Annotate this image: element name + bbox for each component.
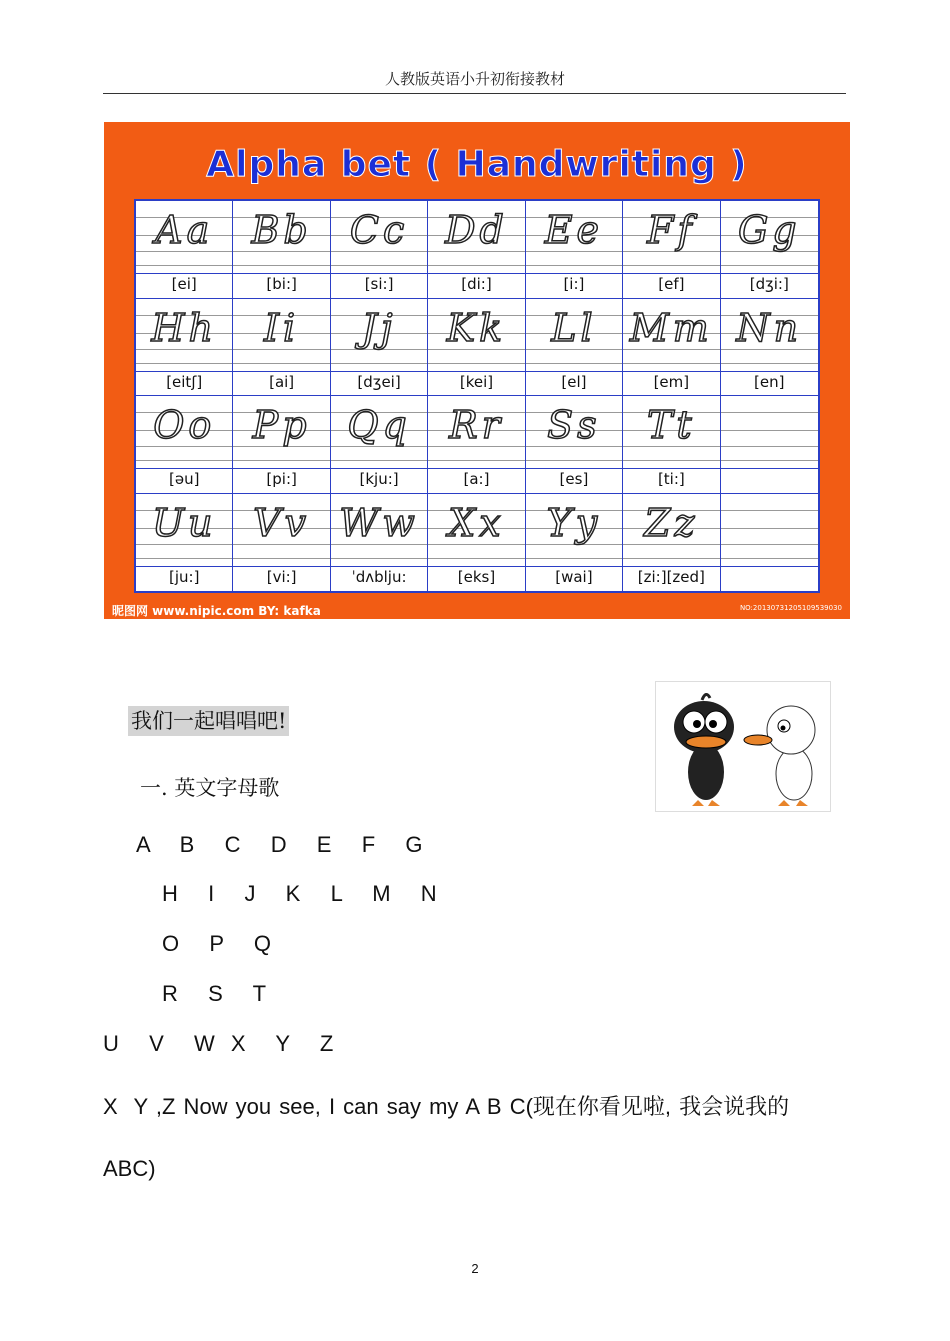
alphabet-cell <box>721 299 818 397</box>
letter-pair: Tt <box>647 403 696 447</box>
phonetic-label: [el] <box>561 372 587 391</box>
phonetic-label: [pi:] <box>266 470 297 488</box>
letter-pair: Yy <box>546 500 602 545</box>
letter-pair: Mm <box>629 305 713 350</box>
song-line-6: X Y ,Z Now you see, I can say my A B C(现在你看见啦, 我会说我的 <box>103 1094 790 1119</box>
phonetic-label: [es] <box>559 470 589 488</box>
alphabet-cell <box>526 494 623 592</box>
alphabet-cell <box>136 299 233 397</box>
handwriting-lines <box>721 396 818 469</box>
handwriting-lines <box>136 299 232 372</box>
handwriting-lines <box>721 494 818 567</box>
handwriting-lines <box>623 201 719 274</box>
letter-pair: Dd <box>445 208 508 252</box>
handwriting-lines <box>428 396 524 469</box>
handwriting-lines <box>623 299 719 372</box>
alphabet-cell <box>623 494 720 592</box>
letter-pair: Cc <box>349 208 409 252</box>
alphabet-cell <box>233 494 330 592</box>
letter-pair: Qq <box>347 403 411 447</box>
song-line-7: ABC) <box>103 1156 156 1181</box>
song-line-1: A B C D E F G <box>136 832 425 857</box>
alphabet-cell <box>331 494 428 592</box>
phonetic-label: [ai] <box>269 372 295 391</box>
phonetic-label: [dʒi:] <box>749 275 789 293</box>
poster-watermark: 昵图网 www.nipic.com BY: kafka <box>112 604 321 618</box>
letter-pair: Ss <box>547 403 601 447</box>
alphabet-cell <box>331 396 428 494</box>
page-number: 2 <box>471 1261 479 1276</box>
phonetic-label: [zi:][zed] <box>637 567 705 586</box>
handwriting-lines <box>233 201 329 274</box>
letter-pair: Rr <box>449 403 504 447</box>
ducks-illustration <box>656 682 832 813</box>
cartoon-ducks-image <box>655 681 831 812</box>
handwriting-lines <box>331 299 427 372</box>
phonetic-label: [kju:] <box>359 470 399 488</box>
phonetic-label: [em] <box>653 372 690 391</box>
handwriting-lines <box>526 494 622 567</box>
alphabet-cell <box>331 201 428 299</box>
alphabet-cell <box>721 396 818 494</box>
letter-pair: Pp <box>252 403 311 447</box>
handwriting-lines <box>331 396 427 469</box>
alphabet-cell <box>233 396 330 494</box>
phonetic-label: [eks] <box>457 567 496 586</box>
alphabet-cell <box>136 494 233 592</box>
letter-pair: Zz <box>644 500 699 545</box>
alphabet-cell <box>136 396 233 494</box>
phonetic-label: [ei] <box>171 275 197 293</box>
phonetic-label: [si:] <box>364 275 394 293</box>
section-title: 我们一起唱唱吧! <box>128 706 289 736</box>
alphabet-cell <box>623 396 720 494</box>
phonetic-label: [i:] <box>563 275 585 293</box>
handwriting-lines <box>526 201 622 274</box>
alphabet-grid <box>134 199 820 593</box>
song-line-2: H I J K L M N <box>162 881 439 906</box>
alphabet-cell <box>428 201 525 299</box>
letter-pair: Nn <box>736 305 803 350</box>
alphabet-cell <box>623 201 720 299</box>
handwriting-lines <box>428 494 524 567</box>
phonetic-label: [ef] <box>658 275 685 293</box>
alphabet-cell <box>233 299 330 397</box>
alphabet-cell <box>526 299 623 397</box>
letter-pair: Gg <box>737 208 801 252</box>
alphabet-poster <box>104 122 850 619</box>
alphabet-cell <box>721 494 818 592</box>
alphabet-cell <box>721 201 818 299</box>
phonetic-label: [əu] <box>168 470 200 488</box>
letter-pair: Ee <box>544 208 604 252</box>
header-title: 人教版英语小升初衔接教材 <box>384 70 565 88</box>
letter-pair: Ii <box>264 305 300 350</box>
song-heading: 一. 英文字母歌 <box>140 776 280 800</box>
alphabet-cell <box>526 201 623 299</box>
handwriting-lines <box>721 299 818 372</box>
alphabet-cell <box>136 201 233 299</box>
handwriting-lines <box>623 396 719 469</box>
letter-pair: Xx <box>448 500 505 545</box>
handwriting-lines <box>233 299 329 372</box>
poster-title: Alpha bet ( Handwriting ) <box>206 144 748 185</box>
handwriting-lines <box>721 201 818 274</box>
letter-pair: Ff <box>647 208 696 252</box>
alphabet-cell <box>526 396 623 494</box>
handwriting-lines <box>623 494 719 567</box>
alphabet-cell <box>428 299 525 397</box>
alphabet-cell <box>623 299 720 397</box>
alphabet-cell <box>331 299 428 397</box>
letter-pair: Bb <box>251 208 312 252</box>
handwriting-lines <box>428 299 524 372</box>
phonetic-label: [dʒei] <box>357 372 401 391</box>
letter-pair: Ll <box>551 305 597 350</box>
phonetic-label: [en] <box>754 372 785 391</box>
letter-pair: Hh <box>151 305 218 350</box>
letter-pair: Aa <box>155 208 214 252</box>
handwriting-lines <box>526 299 622 372</box>
phonetic-label: [ti:] <box>657 470 685 488</box>
alphabet-cell <box>233 201 330 299</box>
phonetic-label: [eitʃ] <box>166 372 203 391</box>
letter-pair: Kk <box>446 305 507 350</box>
handwriting-lines <box>526 396 622 469</box>
handwriting-lines <box>233 494 329 567</box>
phonetic-label: ˈdʌblju: <box>351 567 407 586</box>
song-line-4: R S T <box>162 981 269 1006</box>
handwriting-lines <box>428 201 524 274</box>
handwriting-lines <box>233 396 329 469</box>
handwriting-lines <box>331 201 427 274</box>
alphabet-cell <box>428 494 525 592</box>
phonetic-label: [wai] <box>555 567 593 586</box>
phonetic-label: [bi:] <box>266 275 297 293</box>
phonetic-label: [ju:] <box>168 567 200 586</box>
song-line-3: O P Q <box>162 931 273 956</box>
letter-pair: Oo <box>153 403 216 447</box>
phonetic-label: [a:] <box>463 470 490 488</box>
phonetic-label: [di:] <box>461 275 492 293</box>
letter-pair: Jj <box>361 305 397 350</box>
header-rule <box>103 93 846 94</box>
handwriting-lines <box>136 396 232 469</box>
phonetic-label: [kei] <box>459 372 494 391</box>
handwriting-lines <box>331 494 427 567</box>
letter-pair: Vv <box>253 500 311 545</box>
handwriting-lines <box>136 494 232 567</box>
phonetic-label: [vi:] <box>266 567 297 586</box>
letter-pair: Uu <box>151 500 217 545</box>
poster-id: NO:20130731205109539030 <box>739 604 842 612</box>
handwriting-lines <box>136 201 232 274</box>
letter-pair: Ww <box>339 500 419 545</box>
song-line-5: U V W X Y Z <box>103 1031 336 1056</box>
alphabet-cell <box>428 396 525 494</box>
